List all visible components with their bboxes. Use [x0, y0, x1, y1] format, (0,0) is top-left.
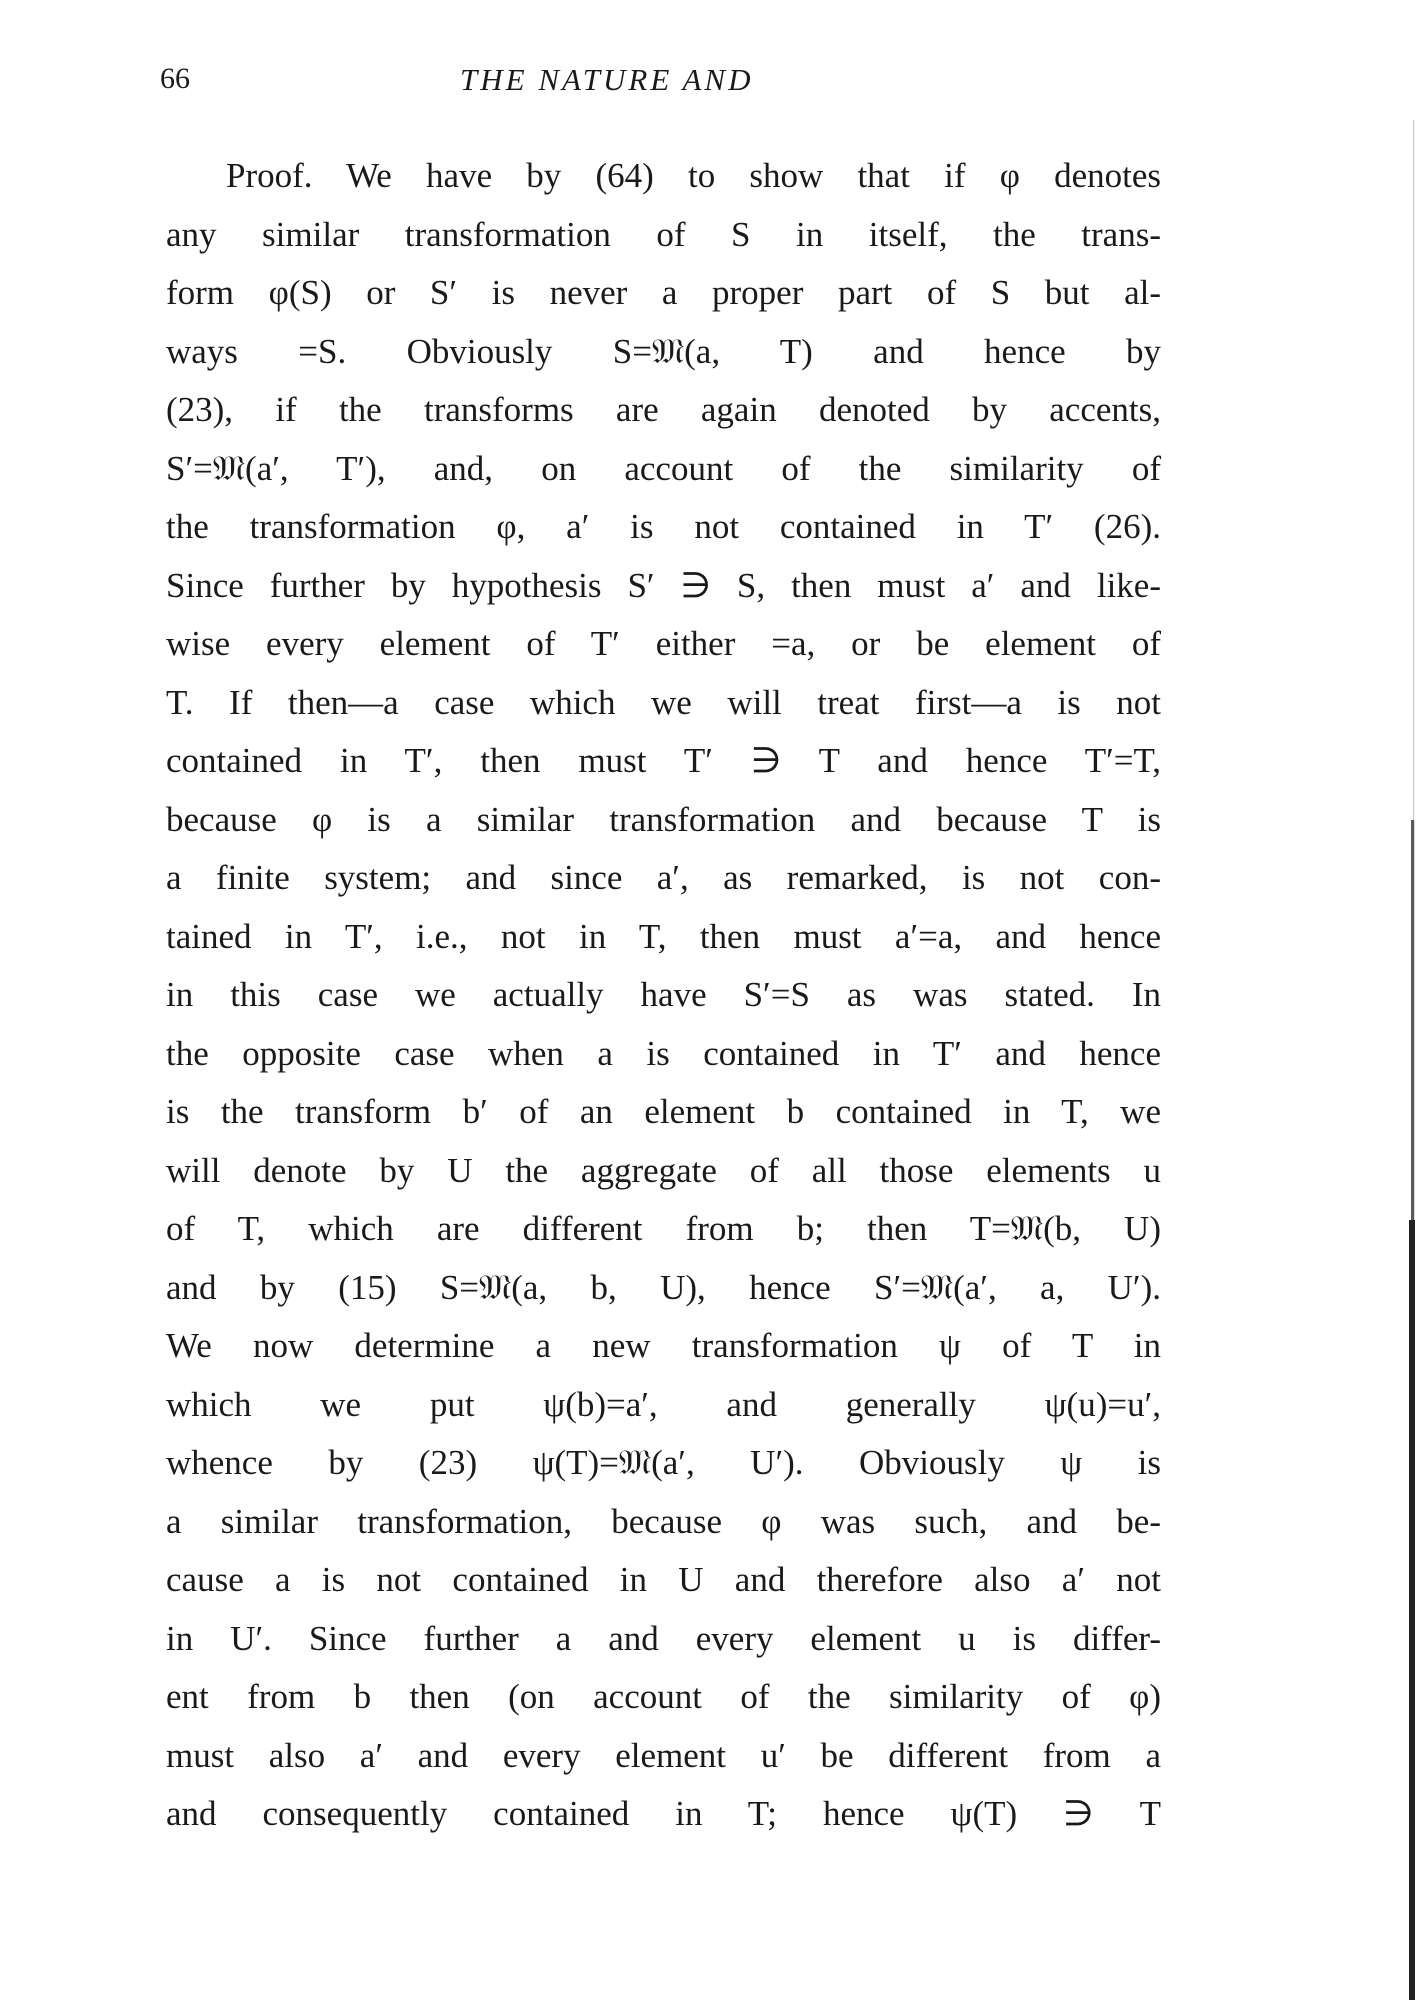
text-line: whence by (23) ψ(T)=𝔐(a′, U′). Obviously ψ is: [166, 1443, 1161, 1482]
text-line: in this case we actually have S′=S as was stated. In: [166, 975, 1161, 1014]
text-line: is the transform b′ of an element b contained in T, we: [166, 1092, 1161, 1131]
text-line: (23), if the transforms are again denoted by accents,: [166, 390, 1161, 429]
text-line: a finite system; and since a′, as remarked, is not con-: [166, 858, 1161, 897]
text-line: and by (15) S=𝔐(a, b, U), hence S′=𝔐(a′, a, U′).: [166, 1267, 1161, 1307]
body-text: [166, 147, 1161, 1844]
text-line: a similar transformation, because φ was such, and be-: [166, 1501, 1161, 1541]
text-line: because φ is a similar transformation and because T is: [166, 799, 1161, 839]
text-line: the transformation φ, a′ is not contained in T′ (26).: [166, 507, 1161, 546]
page-number: 66: [160, 62, 190, 95]
text-line: cause a is not contained in U and therefore also a′ not: [166, 1560, 1161, 1599]
text-line: tained in T′, i.e., not in T, then must a′=a, and hence: [166, 916, 1161, 956]
text-line: which we put ψ(b)=a′, and generally ψ(u)=u′,: [166, 1384, 1161, 1424]
text-line: contained in T′, then must T′ ∋ T and hence T′=T,: [166, 741, 1161, 780]
page-header: [160, 62, 1160, 112]
text-line: T. If then—a case which we will treat first—a is not: [166, 682, 1161, 722]
text-line: ways =S. Obviously S=𝔐(a, T) and hence by: [166, 331, 1161, 371]
page-edge-shadow: [1407, 120, 1419, 2000]
text-line: and consequently contained in T; hence ψ(T) ∋ T: [166, 1794, 1161, 1833]
text-line: We now determine a new transformation ψ of T in: [166, 1326, 1161, 1365]
text-line: will denote by U the aggregate of all those elements u: [166, 1150, 1161, 1190]
text-line: any similar transformation of S in itself, the trans-: [166, 214, 1161, 254]
text-line: wise every element of T′ either =a, or be element of: [166, 624, 1161, 663]
text-line: Proof. We have by (64) to show that if φ denotes: [226, 156, 1161, 195]
running-head: THE NATURE AND: [460, 62, 754, 97]
text-line: form φ(S) or S′ is never a proper part of S but al-: [166, 273, 1161, 312]
text-line: Since further by hypothesis S′ ∋ S, then must a′ and like-: [166, 565, 1161, 605]
text-line: of T, which are different from b; then T=𝔐(b, U): [166, 1209, 1161, 1248]
text-line: the opposite case when a is contained in T′ and hence: [166, 1033, 1161, 1073]
text-line: ent from b then (on account of the similarity of φ): [166, 1677, 1161, 1716]
text-line: in U′. Since further a and every element u is differ-: [166, 1618, 1161, 1658]
text-line: must also a′ and every element u′ be different from a: [166, 1735, 1161, 1775]
text-line: S′=𝔐(a′, T′), and, on account of the similarity of: [166, 448, 1161, 488]
